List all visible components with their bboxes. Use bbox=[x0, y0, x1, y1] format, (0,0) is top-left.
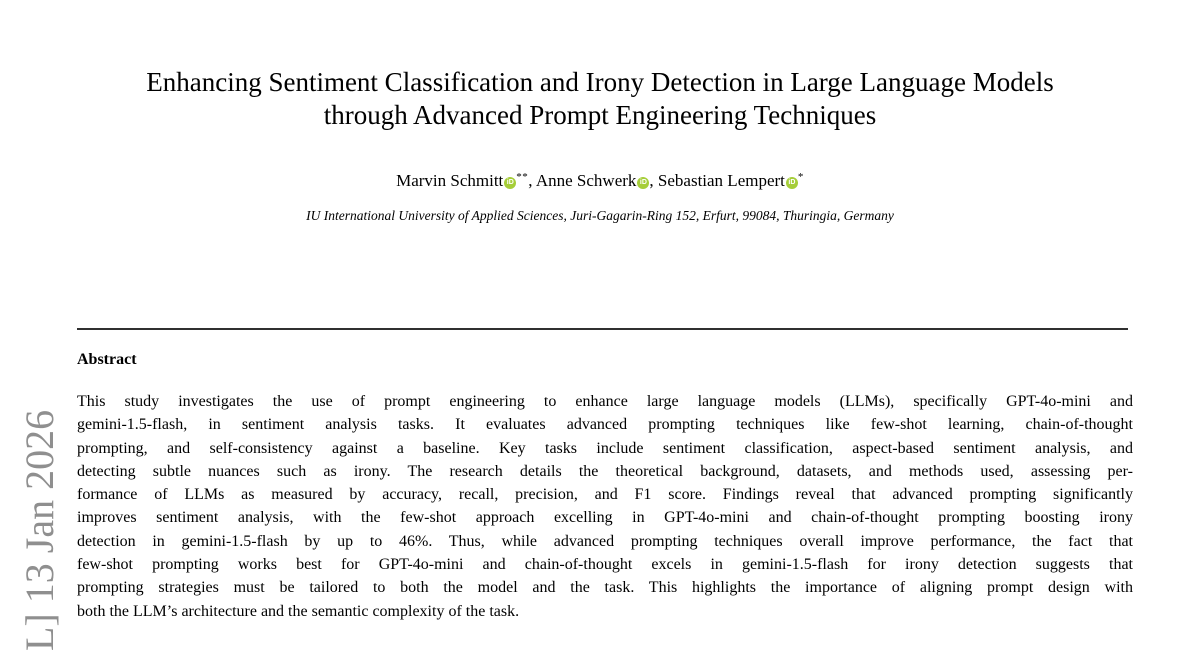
arxiv-watermark: L] 13 Jan 2026 bbox=[17, 409, 62, 651]
paper-title-line1: Enhancing Sentiment Classification and Irony Detection in Large Language Models bbox=[146, 67, 1054, 97]
abstract-line: prompting strategies must be tailored to both the model and the task. This highlights the importance of aligning prompt design with bbox=[77, 579, 1133, 597]
orcid-icon[interactable]: iD bbox=[786, 177, 798, 189]
author-name: Marvin Schmitt bbox=[396, 171, 504, 190]
abstract-heading: Abstract bbox=[77, 351, 137, 368]
abstract-line: few-shot prompting works best for GPT-4o-mini and chain-of-thought excels in gemini-1.5-flash for irony detection suggests that bbox=[77, 556, 1133, 574]
abstract-body bbox=[77, 390, 1133, 623]
author-name: Sebastian Lempert bbox=[657, 171, 785, 190]
abstract-line: both the LLM’s architecture and the semantic complexity of the task. bbox=[77, 602, 520, 620]
paper-title bbox=[40, 66, 1160, 132]
orcid-icon[interactable]: iD bbox=[504, 177, 516, 189]
abstract-line: detecting subtle nuances such as irony. The research details the theoretical background, datasets, and methods used, assessing per- bbox=[77, 462, 1133, 480]
author-line bbox=[0, 170, 1200, 194]
abstract-line: detection in gemini-1.5-flash by up to 46%. Thus, while advanced prompting techniques overall improve performance, the fact that bbox=[77, 532, 1133, 550]
paper-title-line2: through Advanced Prompt Engineering Techniques bbox=[323, 100, 877, 130]
affiliation: IU International University of Applied Sciences, Juri-Gagarin-Ring 152, Erfurt, 99084, Thuringia, Germany bbox=[306, 208, 894, 223]
abstract-line: prompting, and self-consistency against a baseline. Key tasks include sentiment classification, aspect-based sentiment analysis, and bbox=[77, 439, 1133, 457]
author-separator: , bbox=[528, 171, 536, 190]
author-separator: , bbox=[649, 171, 658, 190]
author-name: Anne Schwerk bbox=[535, 171, 637, 190]
abstract-line: improves sentiment analysis, with the few-shot approach excelling in GPT-4o-mini and chain-of-thought prompting boosting irony bbox=[77, 509, 1133, 527]
author-marker: ** bbox=[516, 171, 529, 183]
divider-rule bbox=[77, 328, 1128, 330]
abstract-line: formance of LLMs as measured by accuracy, recall, precision, and F1 score. Findings reveal that advanced prompting significantly bbox=[77, 486, 1133, 504]
orcid-icon[interactable]: iD bbox=[637, 177, 649, 189]
abstract-line: This study investigates the use of prompt engineering to enhance large language models (LLMs), specifically GPT-4o-mini and bbox=[77, 393, 1133, 410]
author-marker: * bbox=[797, 171, 804, 183]
abstract-line: gemini-1.5-flash, in sentiment analysis tasks. It evaluates advanced prompting techniques like few-shot learning, chain-of-thought bbox=[77, 416, 1133, 434]
